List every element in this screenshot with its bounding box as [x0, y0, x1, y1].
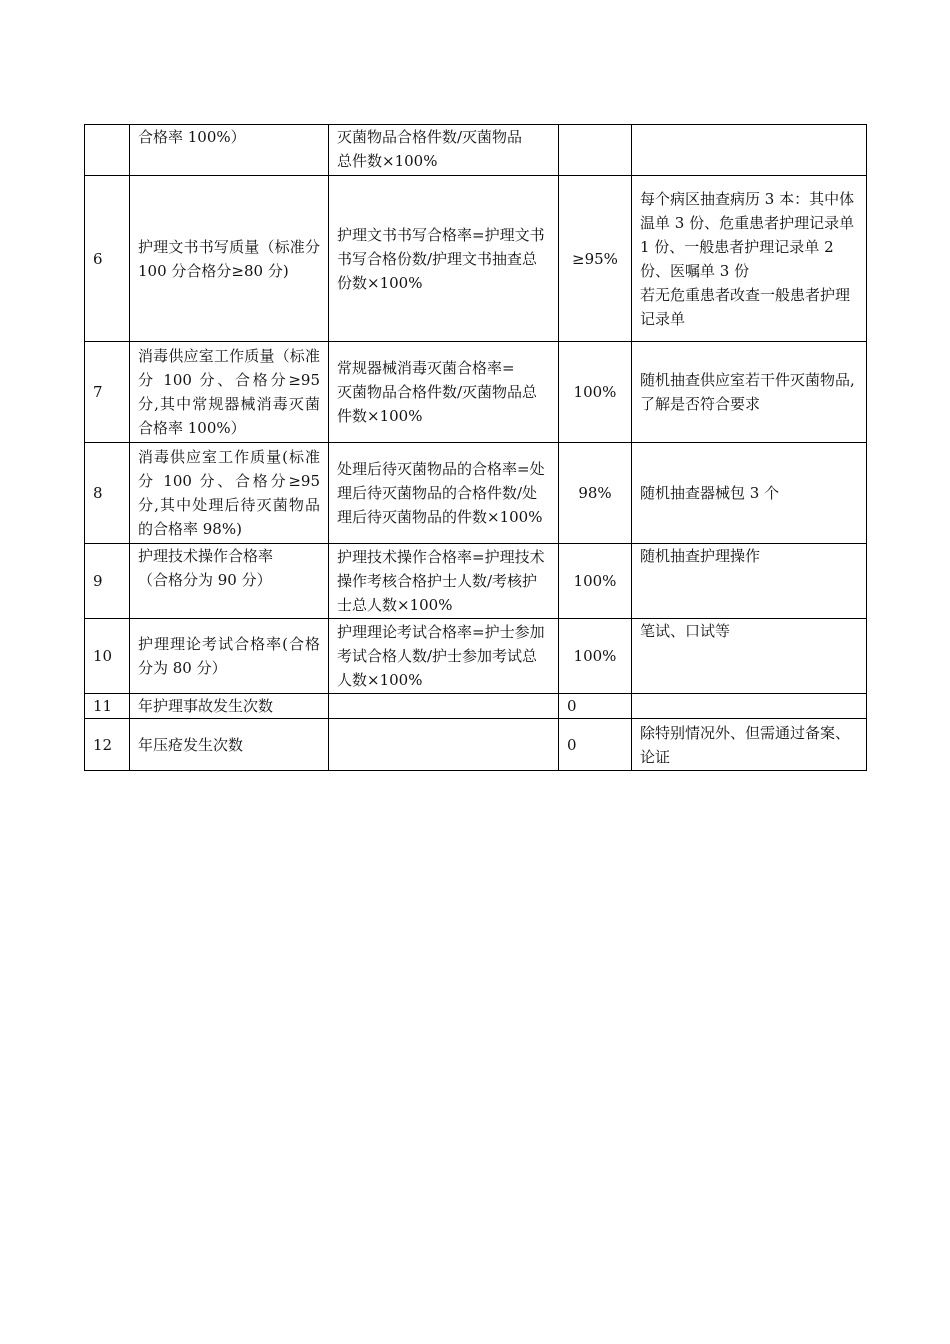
- formula-cell: 灭菌物品合格件数/灭菌物品 总件数×100%: [329, 125, 559, 176]
- indicator-name-cell: 消毒供应室工作质量(标准分 100 分、合格分≥95 分,其中处理后待灭菌物品的合格率 98%): [130, 443, 329, 544]
- row-number-cell: [85, 125, 130, 176]
- formula-cell: 处理后待灭菌物品的合格率=处理后待灭菌物品的合格件数/处理后待灭菌物品的件数×100%: [329, 443, 559, 544]
- table-row: [85, 694, 867, 719]
- quality-indicator-table: [84, 124, 867, 771]
- formula-cell: [329, 719, 559, 771]
- row-number-cell: 7: [85, 342, 130, 443]
- indicator-name-cell: 合格率 100%）: [130, 125, 329, 176]
- indicator-name-cell: 护理文书书写质量（标准分 100 分合格分≥80 分): [130, 176, 329, 342]
- table-row: [85, 125, 867, 176]
- row-number-cell: 12: [85, 719, 130, 771]
- method-cell: 随机抽查器械包 3 个: [632, 443, 867, 544]
- target-cell: 100%: [559, 544, 632, 619]
- row-number-cell: 11: [85, 694, 130, 719]
- target-cell: 0: [559, 694, 632, 719]
- formula-cell: 护理文书书写合格率=护理文书书写合格份数/护理文书抽查总份数×100%: [329, 176, 559, 342]
- indicator-name-cell: 护理技术操作合格率 （合格分为 90 分）: [130, 544, 329, 619]
- target-cell: ≥95%: [559, 176, 632, 342]
- quality-indicator-table-wrapper: [84, 124, 866, 771]
- table-row: [85, 544, 867, 619]
- table-row: [85, 342, 867, 443]
- method-cell: [632, 694, 867, 719]
- table-row: [85, 443, 867, 544]
- indicator-name-cell: 消毒供应室工作质量（标准分 100 分、合格分≥95 分,其中常规器械消毒灭菌合格率 100%）: [130, 342, 329, 443]
- target-cell: 100%: [559, 342, 632, 443]
- method-cell: 随机抽查供应室若干件灭菌物品,了解是否符合要求: [632, 342, 867, 443]
- indicator-name-cell: 年压疮发生次数: [130, 719, 329, 771]
- table-row: [85, 176, 867, 342]
- method-cell: 除特别情况外、但需通过备案、论证: [632, 719, 867, 771]
- indicator-name-cell: 年护理事故发生次数: [130, 694, 329, 719]
- target-cell: 0: [559, 719, 632, 771]
- table-row: [85, 619, 867, 694]
- target-cell: 98%: [559, 443, 632, 544]
- row-number-cell: 9: [85, 544, 130, 619]
- method-cell: 每个病区抽查病历 3 本：其中体温单 3 份、危重患者护理记录单 1 份、一般患者护理记录单 2 份、医嘱单 3 份 若无危重患者改查一般患者护理记录单: [632, 176, 867, 342]
- row-number-cell: 8: [85, 443, 130, 544]
- target-cell: 100%: [559, 619, 632, 694]
- row-number-cell: 10: [85, 619, 130, 694]
- method-cell: 随机抽查护理操作: [632, 544, 867, 619]
- formula-cell: 护理技术操作合格率=护理技术操作考核合格护士人数/考核护士总人数×100%: [329, 544, 559, 619]
- method-cell: [632, 125, 867, 176]
- indicator-name-cell: 护理理论考试合格率(合格分为 80 分）: [130, 619, 329, 694]
- method-cell: 笔试、口试等: [632, 619, 867, 694]
- row-number-cell: 6: [85, 176, 130, 342]
- target-cell: [559, 125, 632, 176]
- formula-cell: 常规器械消毒灭菌合格率= 灭菌物品合格件数/灭菌物品总件数×100%: [329, 342, 559, 443]
- table-row: [85, 719, 867, 771]
- formula-cell: [329, 694, 559, 719]
- formula-cell: 护理理论考试合格率=护士参加考试合格人数/护士参加考试总人数×100%: [329, 619, 559, 694]
